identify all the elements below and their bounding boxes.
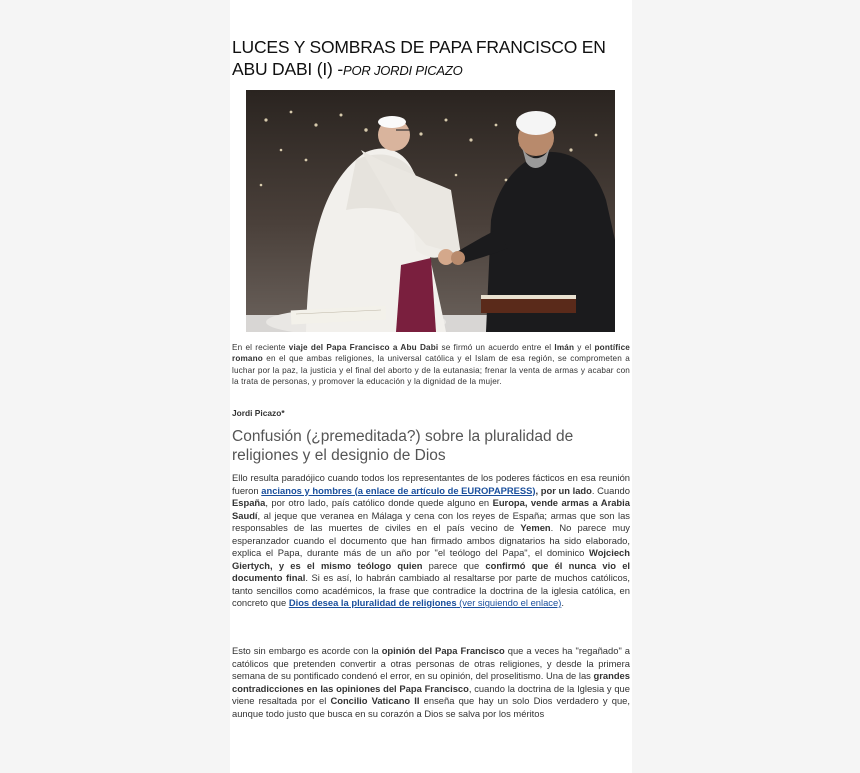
body-bold: , por un lado: [535, 484, 592, 496]
body-text: parece que: [422, 559, 486, 571]
caption-bold: pontífice romano: [232, 343, 630, 364]
body-bold: opinión del Papa Francisco: [381, 645, 505, 656]
caption-text: en el que ambas religiones, la universal católica y el Islam de esa región, se comprometen a luchar por la paz, la justicia y el final del aborto y de la eutanasia; frenar la venta de armas y acabar con la trata de personas, y promover la educación y la dignidad de la mujer.: [232, 354, 630, 387]
section-heading: Confusión (¿premeditada?) sobre la pluralidad de religiones y el designio de Dios: [232, 428, 574, 464]
body-paragraph-2: [232, 645, 630, 720]
article-title: [232, 36, 632, 82]
body-text: , por otro lado, país católico donde quede alguno en: [265, 497, 493, 508]
body-text: .: [561, 597, 564, 608]
body-text: enseña que hay un solo Dios verdadero y que, aunque todo justo que busca en su corazón a Dios se salva por los méritos: [232, 695, 630, 719]
body-bold: Wojciech Giertych, y es el mismo teólogo quien: [232, 547, 630, 571]
body-bold: Concilio Vaticano II: [330, 695, 420, 706]
body-text: . Si es así, lo habrán cambiado al resaltarse por parte de muchos católicos, tanto sencillos como académicos, la frase que contradice la doctrina de la iglesia católica, en concreto que: [232, 572, 630, 608]
body-text: Ello resulta paradójico cuando todos los representantes de los poderes fácticos en esa reunión fueron: [232, 472, 630, 496]
caption-bold: Imán: [554, 343, 575, 352]
body-text: , cuando la doctrina de la Iglesia y que viene resaltada por el: [232, 682, 630, 706]
document-page: [230, 0, 632, 773]
body-bold: España: [232, 497, 266, 508]
caption-text: En el reciente: [232, 343, 289, 352]
caption-text: y el: [574, 343, 595, 352]
byline: Jordi Picazo*: [232, 408, 285, 418]
body-paragraph-1: [232, 472, 630, 610]
body-bold: Yemen: [520, 522, 551, 533]
handshake-photo-image: [246, 90, 615, 332]
caption-bold: viaje del Papa Francisco a Abu Dabi: [288, 343, 439, 352]
body-bold: confirmó que él nunca vio el documento final: [232, 559, 631, 583]
body-text: . Cuando: [591, 484, 630, 496]
ver-enlace-link[interactable]: (ver siguiendo el enlace): [456, 597, 562, 608]
body-text: . No parece muy esperanzador cuando el documento que han firmado ambos dignatarios ha sido elaborado, explica el Papa, durante más de un año por "el teólogo del Papa", el dominico: [232, 522, 630, 558]
author-credit: POR JORDI PICAZO: [342, 63, 463, 78]
body-text: , al jeque que veranea en Málaga y cena con los reyes de España; armas que son las responsables de las muertes de civiles en el país vecino de: [232, 509, 630, 533]
caption-text: se firmó un acuerdo entre el: [438, 343, 555, 352]
title-text: LUCES Y SOMBRAS DE PAPA FRANCISCO EN ABU DABI (I) -: [232, 37, 606, 79]
pluralidad-link[interactable]: Dios desea la pluralidad de religiones: [288, 597, 457, 608]
body-bold: Europa, vende armas a Arabia Saudí: [232, 497, 630, 521]
body-text: Esto sin embargo es acorde con la: [232, 645, 382, 656]
photo-caption: [232, 342, 630, 388]
europapress-link[interactable]: ancianos y hombres (a enlace de artículo de EUROPAPRESS): [261, 484, 536, 496]
body-text: que a veces ha "regañado" a católicos que pretenden convertir a otras personas de otras religiones, y desde la primera semana de su pontificado condenó el error, en su opinión, del proselitismo. Una de las: [232, 645, 630, 681]
body-bold: grandes contradicciones en las opiniones del Papa Francisco: [232, 670, 630, 694]
article-photo: [246, 90, 615, 332]
